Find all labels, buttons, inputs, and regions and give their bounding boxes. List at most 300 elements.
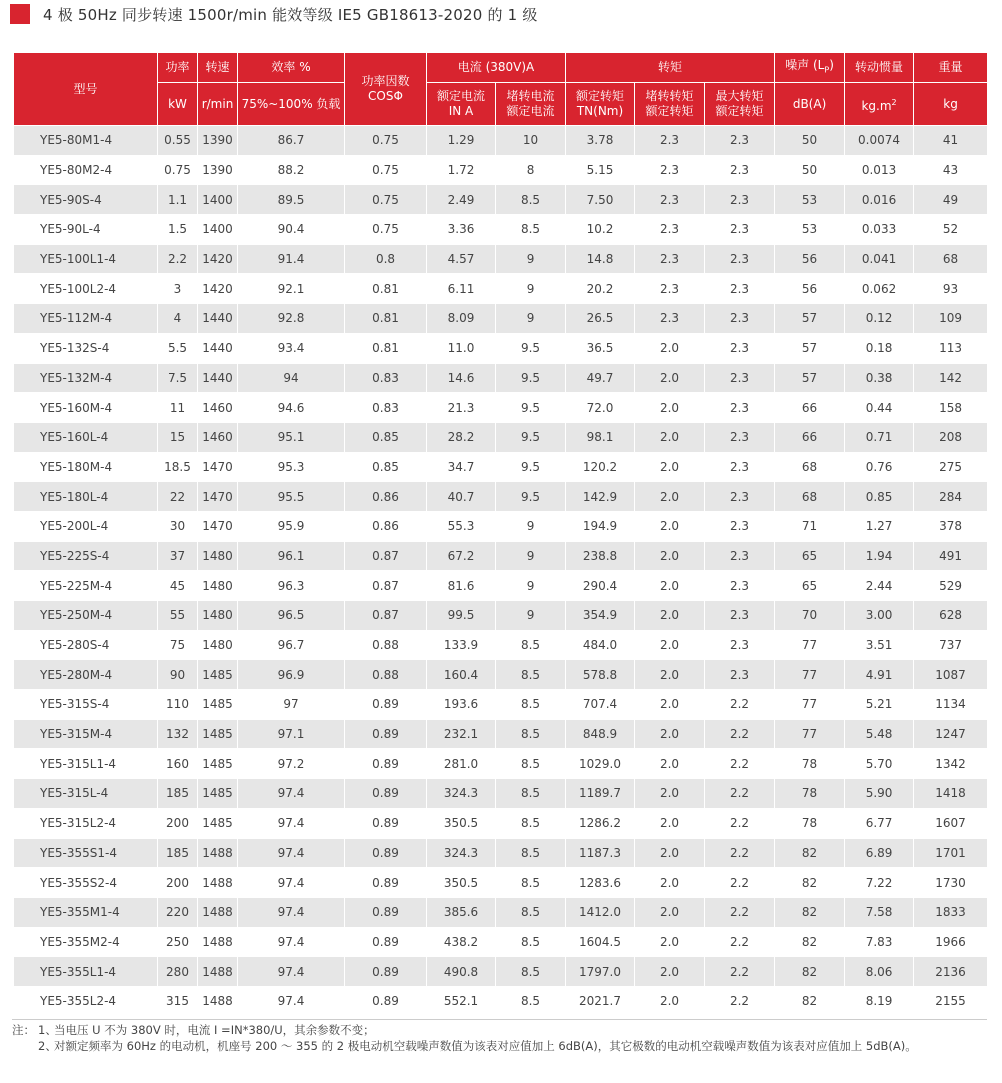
cell-weight: 43 <box>914 155 988 185</box>
cell-noise: 57 <box>775 333 845 363</box>
cell-weight: 1966 <box>914 927 988 957</box>
cell-model: YE5-100L1-4 <box>14 244 158 274</box>
table-row <box>14 779 988 809</box>
cell-inertia: 3.00 <box>845 601 914 631</box>
cell-noise: 65 <box>775 571 845 601</box>
table-row <box>14 482 988 512</box>
cell-locked-current-ratio: 9 <box>496 244 566 274</box>
cell-inertia: 5.48 <box>845 719 914 749</box>
cell-locked-torque-ratio: 2.0 <box>635 422 705 452</box>
cell-power-factor: 0.87 <box>345 541 427 571</box>
cell-noise: 78 <box>775 808 845 838</box>
cell-power-factor: 0.89 <box>345 957 427 987</box>
cell-speed: 1420 <box>198 274 238 304</box>
cell-speed: 1400 <box>198 215 238 245</box>
cell-model: YE5-100L2-4 <box>14 274 158 304</box>
cell-power-factor: 0.89 <box>345 749 427 779</box>
cell-noise: 71 <box>775 511 845 541</box>
cell-power: 280 <box>158 957 198 987</box>
cell-rated-torque: 98.1 <box>566 422 635 452</box>
cell-power: 30 <box>158 511 198 541</box>
cell-speed: 1480 <box>198 541 238 571</box>
cell-max-torque-ratio: 2.3 <box>705 630 775 660</box>
cell-rated-current: 1.29 <box>427 126 496 156</box>
cell-weight: 158 <box>914 393 988 423</box>
header-rated-torque <box>566 83 635 126</box>
header-pf-line2: COSΦ <box>368 89 403 103</box>
table-row <box>14 215 988 245</box>
cell-locked-current-ratio: 8.5 <box>496 630 566 660</box>
cell-rated-current: 2.49 <box>427 185 496 215</box>
cell-locked-torque-ratio: 2.0 <box>635 897 705 927</box>
cell-power-factor: 0.75 <box>345 215 427 245</box>
header-noise-sub: P <box>824 65 830 75</box>
cell-efficiency: 92.1 <box>238 274 345 304</box>
notes-label: 注： <box>12 1023 35 1037</box>
cell-noise: 77 <box>775 660 845 690</box>
cell-speed: 1400 <box>198 185 238 215</box>
cell-rated-current: 21.3 <box>427 393 496 423</box>
cell-rated-torque: 290.4 <box>566 571 635 601</box>
cell-efficiency: 97.4 <box>238 957 345 987</box>
cell-max-torque-ratio: 2.2 <box>705 927 775 957</box>
cell-efficiency: 97.4 <box>238 838 345 868</box>
cell-rated-current: 552.1 <box>427 986 496 1016</box>
cell-power: 5.5 <box>158 333 198 363</box>
cell-efficiency: 96.5 <box>238 601 345 631</box>
header-pf-line1: 功率因数 <box>361 74 410 88</box>
cell-power: 90 <box>158 660 198 690</box>
cell-noise: 66 <box>775 422 845 452</box>
cell-power: 220 <box>158 897 198 927</box>
cell-power-factor: 0.81 <box>345 333 427 363</box>
cell-weight: 275 <box>914 452 988 482</box>
cell-efficiency: 94 <box>238 363 345 393</box>
cell-power: 2.2 <box>158 244 198 274</box>
header-inertia: 转动惯量 <box>845 53 914 83</box>
cell-model: YE5-180L-4 <box>14 482 158 512</box>
cell-weight: 1418 <box>914 779 988 809</box>
cell-max-torque-ratio: 2.2 <box>705 808 775 838</box>
note-number: 1、 <box>38 1023 57 1037</box>
header-power: 功率 <box>158 53 198 83</box>
note-number: 2、 <box>38 1039 57 1053</box>
cell-noise: 68 <box>775 482 845 512</box>
cell-rated-current: 3.36 <box>427 215 496 245</box>
page-title: 4 极 50Hz 同步转速 1500r/min 能效等级 IE5 GB18613-2020 的 1 级 <box>43 5 538 24</box>
cell-max-torque-ratio: 2.3 <box>705 304 775 334</box>
note-text: 当电压 U 不为 380V 时，电流 I =IN*380/U，其余参数不变； <box>54 1023 375 1037</box>
cell-efficiency: 95.1 <box>238 422 345 452</box>
cell-model: YE5-112M-4 <box>14 304 158 334</box>
cell-locked-current-ratio: 9 <box>496 571 566 601</box>
cell-speed: 1488 <box>198 927 238 957</box>
cell-power: 0.55 <box>158 126 198 156</box>
cell-power-factor: 0.86 <box>345 511 427 541</box>
note-text: 对额定频率为 60Hz 的电动机，机座号 200 ～ 355 的 2 极电动机空载噪声数值为该表对应值加上 6dB(A)，其它极数的电动机空载噪声数值为该表对应值加上 5dB(A)。 <box>54 1039 917 1053</box>
table-row <box>14 927 988 957</box>
cell-noise: 82 <box>775 838 845 868</box>
cell-power: 22 <box>158 482 198 512</box>
cell-noise: 68 <box>775 452 845 482</box>
cell-speed: 1460 <box>198 422 238 452</box>
cell-rated-current: 6.11 <box>427 274 496 304</box>
cell-weight: 2155 <box>914 986 988 1016</box>
table-row <box>14 185 988 215</box>
cell-efficiency: 96.9 <box>238 660 345 690</box>
table-body <box>14 126 988 1017</box>
cell-model: YE5-250M-4 <box>14 601 158 631</box>
cell-max-torque-ratio: 2.3 <box>705 482 775 512</box>
cell-speed: 1470 <box>198 452 238 482</box>
cell-power: 55 <box>158 601 198 631</box>
cell-max-torque-ratio: 2.2 <box>705 749 775 779</box>
notes-section <box>12 1019 987 1054</box>
cell-locked-current-ratio: 8.5 <box>496 986 566 1016</box>
cell-weight: 1833 <box>914 897 988 927</box>
cell-inertia: 1.27 <box>845 511 914 541</box>
header-power-unit: kW <box>158 83 198 126</box>
cell-max-torque-ratio: 2.3 <box>705 215 775 245</box>
cell-max-torque-ratio: 2.2 <box>705 986 775 1016</box>
cell-inertia: 7.22 <box>845 868 914 898</box>
cell-power-factor: 0.89 <box>345 868 427 898</box>
cell-max-torque-ratio: 2.3 <box>705 660 775 690</box>
cell-power: 1.1 <box>158 185 198 215</box>
cell-power: 15 <box>158 422 198 452</box>
cell-power-factor: 0.87 <box>345 571 427 601</box>
table-row <box>14 957 988 987</box>
cell-inertia: 0.0074 <box>845 126 914 156</box>
table-row <box>14 541 988 571</box>
cell-locked-current-ratio: 8.5 <box>496 779 566 809</box>
cell-efficiency: 97.1 <box>238 719 345 749</box>
cell-speed: 1440 <box>198 363 238 393</box>
table-row <box>14 393 988 423</box>
cell-noise: 65 <box>775 541 845 571</box>
cell-speed: 1485 <box>198 660 238 690</box>
cell-inertia: 8.19 <box>845 986 914 1016</box>
cell-efficiency: 97.4 <box>238 808 345 838</box>
cell-weight: 1134 <box>914 690 988 720</box>
cell-weight: 49 <box>914 185 988 215</box>
cell-inertia: 7.83 <box>845 927 914 957</box>
cell-rated-torque: 7.50 <box>566 185 635 215</box>
cell-model: YE5-355S2-4 <box>14 868 158 898</box>
cell-rated-torque: 26.5 <box>566 304 635 334</box>
table-row <box>14 868 988 898</box>
cell-locked-current-ratio: 9.5 <box>496 393 566 423</box>
cell-max-torque-ratio: 2.3 <box>705 511 775 541</box>
cell-rated-torque: 5.15 <box>566 155 635 185</box>
cell-power-factor: 0.85 <box>345 452 427 482</box>
cell-locked-current-ratio: 9 <box>496 511 566 541</box>
cell-max-torque-ratio: 2.3 <box>705 363 775 393</box>
header-max-torque-line1: 最大转矩 <box>715 89 764 103</box>
cell-max-torque-ratio: 2.3 <box>705 155 775 185</box>
cell-power-factor: 0.85 <box>345 422 427 452</box>
cell-noise: 53 <box>775 215 845 245</box>
cell-noise: 70 <box>775 601 845 631</box>
cell-inertia: 5.70 <box>845 749 914 779</box>
cell-power: 200 <box>158 868 198 898</box>
cell-weight: 1701 <box>914 838 988 868</box>
header-weight: 重量 <box>914 53 988 83</box>
cell-inertia: 0.013 <box>845 155 914 185</box>
cell-inertia: 0.12 <box>845 304 914 334</box>
cell-rated-torque: 1189.7 <box>566 779 635 809</box>
header-locked-torque-line1: 堵转转矩 <box>645 89 694 103</box>
cell-power: 250 <box>158 927 198 957</box>
cell-weight: 93 <box>914 274 988 304</box>
header-power-factor <box>345 53 427 126</box>
header-locked-current-line2: 额定电流 <box>506 104 555 118</box>
cell-rated-torque: 14.8 <box>566 244 635 274</box>
cell-power-factor: 0.87 <box>345 601 427 631</box>
cell-inertia: 0.062 <box>845 274 914 304</box>
cell-speed: 1420 <box>198 244 238 274</box>
cell-rated-torque: 142.9 <box>566 482 635 512</box>
cell-max-torque-ratio: 2.3 <box>705 571 775 601</box>
cell-weight: 68 <box>914 244 988 274</box>
cell-model: YE5-355M2-4 <box>14 927 158 957</box>
cell-locked-torque-ratio: 2.0 <box>635 541 705 571</box>
cell-locked-current-ratio: 8.5 <box>496 808 566 838</box>
cell-efficiency: 95.5 <box>238 482 345 512</box>
cell-power-factor: 0.81 <box>345 304 427 334</box>
cell-locked-torque-ratio: 2.0 <box>635 571 705 601</box>
cell-power: 132 <box>158 719 198 749</box>
cell-model: YE5-225S-4 <box>14 541 158 571</box>
cell-weight: 529 <box>914 571 988 601</box>
table-row <box>14 719 988 749</box>
cell-max-torque-ratio: 2.3 <box>705 333 775 363</box>
motor-spec-table <box>13 52 988 1017</box>
cell-rated-current: 99.5 <box>427 601 496 631</box>
header-locked-torque <box>635 83 705 126</box>
table-row <box>14 422 988 452</box>
cell-noise: 56 <box>775 244 845 274</box>
cell-weight: 1247 <box>914 719 988 749</box>
cell-rated-torque: 2021.7 <box>566 986 635 1016</box>
cell-noise: 53 <box>775 185 845 215</box>
cell-inertia: 0.041 <box>845 244 914 274</box>
cell-model: YE5-280M-4 <box>14 660 158 690</box>
cell-efficiency: 89.5 <box>238 185 345 215</box>
header-max-torque <box>705 83 775 126</box>
cell-efficiency: 97.2 <box>238 749 345 779</box>
cell-locked-current-ratio: 8.5 <box>496 185 566 215</box>
cell-model: YE5-315L1-4 <box>14 749 158 779</box>
cell-locked-current-ratio: 8 <box>496 155 566 185</box>
cell-power-factor: 0.75 <box>345 155 427 185</box>
cell-rated-current: 324.3 <box>427 838 496 868</box>
table-row <box>14 749 988 779</box>
cell-noise: 57 <box>775 363 845 393</box>
cell-rated-torque: 1029.0 <box>566 749 635 779</box>
cell-rated-current: 438.2 <box>427 927 496 957</box>
cell-rated-torque: 20.2 <box>566 274 635 304</box>
cell-inertia: 7.58 <box>845 897 914 927</box>
cell-power-factor: 0.89 <box>345 779 427 809</box>
cell-weight: 1087 <box>914 660 988 690</box>
header-rated-current-line2: IN A <box>448 104 474 118</box>
header-current: 电流 (380V)A <box>427 53 566 83</box>
cell-noise: 78 <box>775 749 845 779</box>
cell-weight: 208 <box>914 422 988 452</box>
header-inertia-unit <box>845 83 914 126</box>
cell-efficiency: 94.6 <box>238 393 345 423</box>
cell-weight: 491 <box>914 541 988 571</box>
cell-efficiency: 97.4 <box>238 779 345 809</box>
table-row <box>14 660 988 690</box>
cell-rated-current: 1.72 <box>427 155 496 185</box>
note-row <box>12 1038 987 1054</box>
cell-rated-current: 281.0 <box>427 749 496 779</box>
cell-inertia: 0.76 <box>845 452 914 482</box>
cell-locked-torque-ratio: 2.0 <box>635 808 705 838</box>
cell-locked-current-ratio: 8.5 <box>496 838 566 868</box>
cell-power-factor: 0.83 <box>345 363 427 393</box>
page-header <box>10 3 538 25</box>
cell-power: 0.75 <box>158 155 198 185</box>
header-noise <box>775 53 845 83</box>
cell-power-factor: 0.86 <box>345 482 427 512</box>
cell-rated-torque: 1286.2 <box>566 808 635 838</box>
cell-rated-torque: 578.8 <box>566 660 635 690</box>
cell-speed: 1485 <box>198 749 238 779</box>
cell-noise: 82 <box>775 927 845 957</box>
cell-rated-torque: 120.2 <box>566 452 635 482</box>
header-rated-torque-line1: 额定转矩 <box>576 89 625 103</box>
cell-speed: 1488 <box>198 986 238 1016</box>
header-speed-unit: r/min <box>198 83 238 126</box>
header-efficiency: 效率 % <box>238 53 345 83</box>
cell-locked-torque-ratio: 2.3 <box>635 126 705 156</box>
cell-rated-torque: 1187.3 <box>566 838 635 868</box>
cell-model: YE5-90L-4 <box>14 215 158 245</box>
cell-power-factor: 0.89 <box>345 897 427 927</box>
cell-locked-torque-ratio: 2.0 <box>635 511 705 541</box>
cell-locked-current-ratio: 9.5 <box>496 422 566 452</box>
cell-rated-torque: 1283.6 <box>566 868 635 898</box>
cell-locked-current-ratio: 8.5 <box>496 719 566 749</box>
cell-weight: 2136 <box>914 957 988 987</box>
cell-weight: 113 <box>914 333 988 363</box>
cell-speed: 1390 <box>198 155 238 185</box>
header-efficiency-sub: 75%~100% 负载 <box>238 83 345 126</box>
cell-max-torque-ratio: 2.2 <box>705 897 775 927</box>
cell-power: 4 <box>158 304 198 334</box>
cell-rated-current: 67.2 <box>427 541 496 571</box>
cell-locked-current-ratio: 8.5 <box>496 690 566 720</box>
cell-locked-current-ratio: 8.5 <box>496 660 566 690</box>
cell-efficiency: 97.4 <box>238 927 345 957</box>
cell-rated-current: 40.7 <box>427 482 496 512</box>
cell-locked-torque-ratio: 2.0 <box>635 393 705 423</box>
cell-inertia: 0.016 <box>845 185 914 215</box>
cell-model: YE5-315L-4 <box>14 779 158 809</box>
cell-power-factor: 0.8 <box>345 244 427 274</box>
cell-locked-torque-ratio: 2.0 <box>635 363 705 393</box>
cell-max-torque-ratio: 2.3 <box>705 601 775 631</box>
cell-inertia: 0.44 <box>845 393 914 423</box>
table-row <box>14 304 988 334</box>
cell-speed: 1440 <box>198 333 238 363</box>
cell-inertia: 6.89 <box>845 838 914 868</box>
cell-model: YE5-225M-4 <box>14 571 158 601</box>
header-model: 型号 <box>14 53 158 126</box>
cell-weight: 142 <box>914 363 988 393</box>
cell-efficiency: 95.3 <box>238 452 345 482</box>
cell-rated-torque: 238.8 <box>566 541 635 571</box>
table-row <box>14 274 988 304</box>
cell-inertia: 5.90 <box>845 779 914 809</box>
cell-noise: 82 <box>775 868 845 898</box>
cell-rated-torque: 49.7 <box>566 363 635 393</box>
cell-power: 45 <box>158 571 198 601</box>
cell-rated-current: 55.3 <box>427 511 496 541</box>
header-rated-torque-line2: TN(Nm) <box>576 104 624 118</box>
cell-model: YE5-315S-4 <box>14 690 158 720</box>
cell-inertia: 8.06 <box>845 957 914 987</box>
cell-power-factor: 0.89 <box>345 986 427 1016</box>
cell-noise: 50 <box>775 155 845 185</box>
cell-noise: 50 <box>775 126 845 156</box>
cell-locked-current-ratio: 9 <box>496 601 566 631</box>
cell-rated-torque: 354.9 <box>566 601 635 631</box>
cell-model: YE5-355M1-4 <box>14 897 158 927</box>
cell-rated-current: 34.7 <box>427 452 496 482</box>
cell-power: 11 <box>158 393 198 423</box>
cell-max-torque-ratio: 2.2 <box>705 957 775 987</box>
cell-locked-current-ratio: 8.5 <box>496 215 566 245</box>
table-row <box>14 986 988 1016</box>
cell-speed: 1485 <box>198 779 238 809</box>
cell-max-torque-ratio: 2.3 <box>705 393 775 423</box>
cell-efficiency: 96.1 <box>238 541 345 571</box>
cell-noise: 77 <box>775 630 845 660</box>
cell-locked-current-ratio: 10 <box>496 126 566 156</box>
cell-speed: 1485 <box>198 690 238 720</box>
cell-locked-torque-ratio: 2.0 <box>635 333 705 363</box>
cell-locked-torque-ratio: 2.0 <box>635 482 705 512</box>
cell-locked-torque-ratio: 2.0 <box>635 986 705 1016</box>
cell-rated-torque: 10.2 <box>566 215 635 245</box>
cell-max-torque-ratio: 2.2 <box>705 779 775 809</box>
cell-locked-torque-ratio: 2.0 <box>635 868 705 898</box>
table-row <box>14 452 988 482</box>
cell-inertia: 0.85 <box>845 482 914 512</box>
cell-model: YE5-315M-4 <box>14 719 158 749</box>
cell-max-torque-ratio: 2.3 <box>705 126 775 156</box>
cell-power: 185 <box>158 779 198 809</box>
cell-rated-torque: 484.0 <box>566 630 635 660</box>
cell-locked-torque-ratio: 2.0 <box>635 779 705 809</box>
cell-locked-current-ratio: 9 <box>496 274 566 304</box>
cell-rated-current: 160.4 <box>427 660 496 690</box>
note-row <box>12 1022 987 1038</box>
table-row <box>14 808 988 838</box>
cell-locked-torque-ratio: 2.0 <box>635 749 705 779</box>
cell-weight: 52 <box>914 215 988 245</box>
cell-rated-torque: 3.78 <box>566 126 635 156</box>
cell-model: YE5-180M-4 <box>14 452 158 482</box>
cell-locked-current-ratio: 9 <box>496 304 566 334</box>
cell-rated-current: 8.09 <box>427 304 496 334</box>
cell-rated-torque: 36.5 <box>566 333 635 363</box>
cell-efficiency: 97 <box>238 690 345 720</box>
